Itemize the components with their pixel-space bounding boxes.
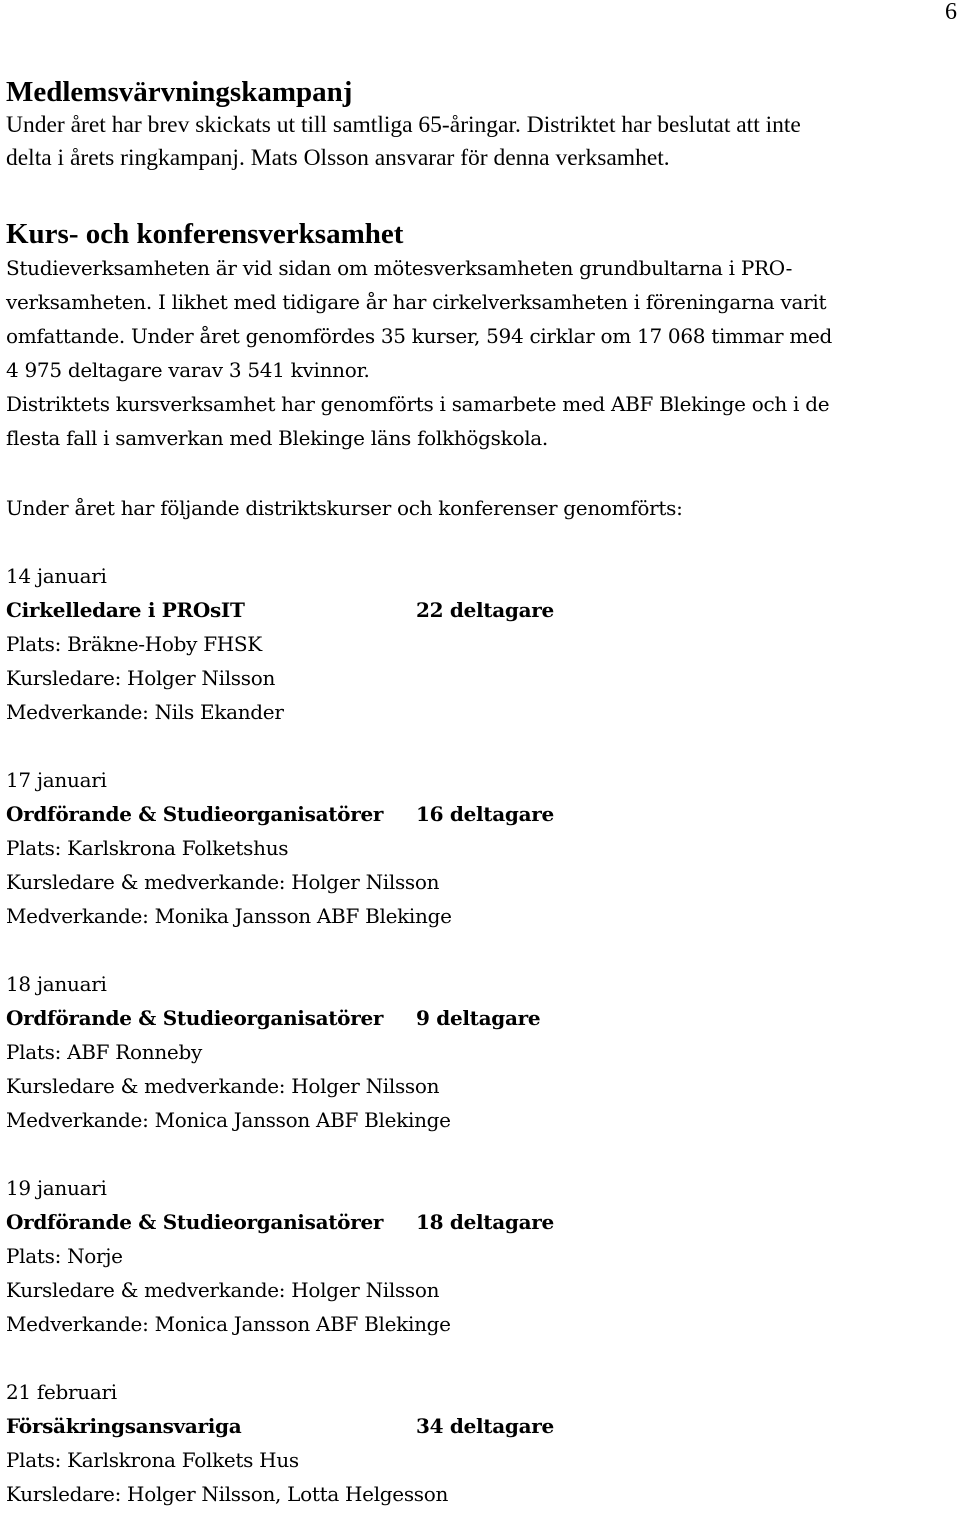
- course-detail: Medverkande: Monika Jansson ABF Blekinge: [6, 904, 452, 928]
- course-participants: 22 deltagare: [416, 598, 554, 622]
- course-detail: Plats: Karlskrona Folketshus: [6, 836, 289, 860]
- course-detail: Medverkande: Monica Jansson ABF Blekinge: [6, 1312, 451, 1336]
- course-entry: [6, 967, 956, 1137]
- course-date: 21 februari: [6, 1380, 117, 1404]
- course-title: Försäkringsansvariga: [6, 1414, 242, 1438]
- paragraph-line: Distriktets kursverksamhet har genomförts i samarbete med ABF Blekinge och i de: [6, 392, 830, 416]
- course-title: Cirkelledare i PROsIT: [6, 598, 245, 622]
- membership-paragraph: [6, 109, 956, 175]
- course-detail: Plats: Karlskrona Folkets Hus: [6, 1448, 299, 1472]
- course-date: 18 januari: [6, 972, 107, 996]
- course-detail: Plats: Norje: [6, 1244, 123, 1268]
- course-date: 19 januari: [6, 1176, 107, 1200]
- course-date: 14 januari: [6, 564, 107, 588]
- course-detail: Medverkande: Nils Ekander: [6, 700, 284, 724]
- course-title-row: [6, 1001, 956, 1035]
- course-detail: Plats: ABF Ronneby: [6, 1040, 202, 1064]
- paragraph-line: flesta fall i samverkan med Blekinge läns folkhögskola.: [6, 426, 548, 450]
- course-title-row: [6, 1205, 956, 1239]
- course-participants: 16 deltagare: [416, 802, 554, 826]
- course-participants: 18 deltagare: [416, 1210, 554, 1234]
- course-title: Ordförande & Studieorganisatörer: [6, 1210, 384, 1234]
- course-participants: 34 deltagare: [416, 1414, 554, 1438]
- paragraph-line: verksamheten. I likhet med tidigare år har cirkelverksamheten i föreningarna varit: [6, 290, 827, 314]
- courses-section: [6, 217, 956, 525]
- course-title: Ordförande & Studieorganisatörer: [6, 1006, 384, 1030]
- course-title: Ordförande & Studieorganisatörer: [6, 802, 384, 826]
- course-detail: Kursledare & medverkande: Holger Nilsson: [6, 1074, 440, 1098]
- page-number: 6: [945, 0, 957, 25]
- course-entry: [6, 763, 956, 933]
- document-body: [6, 75, 956, 1511]
- course-detail: Kursledare: Holger Nilsson, Lotta Helgesson: [6, 1482, 449, 1506]
- courses-heading: Kurs- och konferensverksamhet: [6, 218, 404, 250]
- course-detail: Kursledare & medverkande: Holger Nilsson: [6, 870, 440, 894]
- course-list: [6, 559, 956, 1511]
- paragraph-line: omfattande. Under året genomfördes 35 kurser, 594 cirklar om 17 068 timmar med: [6, 324, 833, 348]
- paragraph-line: Under året har brev skickats ut till samtliga 65-åringar. Distriktet har beslutat att inte: [6, 112, 801, 138]
- course-entry: [6, 559, 956, 729]
- course-detail: Medverkande: Monica Jansson ABF Blekinge: [6, 1108, 451, 1132]
- course-detail: Plats: Bräkne-Hoby FHSK: [6, 632, 262, 656]
- cooperation-paragraph: [6, 387, 956, 455]
- course-entry: [6, 1375, 956, 1511]
- membership-section: [6, 75, 956, 175]
- course-detail: Kursledare & medverkande: Holger Nilsson: [6, 1278, 440, 1302]
- membership-heading: Medlemsvärvningskampanj: [6, 76, 353, 108]
- course-title-row: [6, 797, 956, 831]
- paragraph-line: delta i årets ringkampanj. Mats Olsson ansvarar för denna verksamhet.: [6, 145, 670, 171]
- paragraph-line: 4 975 deltagare varav 3 541 kvinnor.: [6, 358, 370, 382]
- course-date: 17 januari: [6, 768, 107, 792]
- course-detail: Kursledare: Holger Nilsson: [6, 666, 276, 690]
- course-title-row: [6, 593, 956, 627]
- course-entry: [6, 1171, 956, 1341]
- courses-paragraph: [6, 251, 956, 387]
- paragraph-line: Studieverksamheten är vid sidan om mötesverksamheten grundbultarna i PRO-: [6, 256, 793, 280]
- course-title-row: [6, 1409, 956, 1443]
- course-list-intro: Under året har följande distriktskurser och konferenser genomförts:: [6, 496, 683, 520]
- course-participants: 9 deltagare: [416, 1006, 541, 1030]
